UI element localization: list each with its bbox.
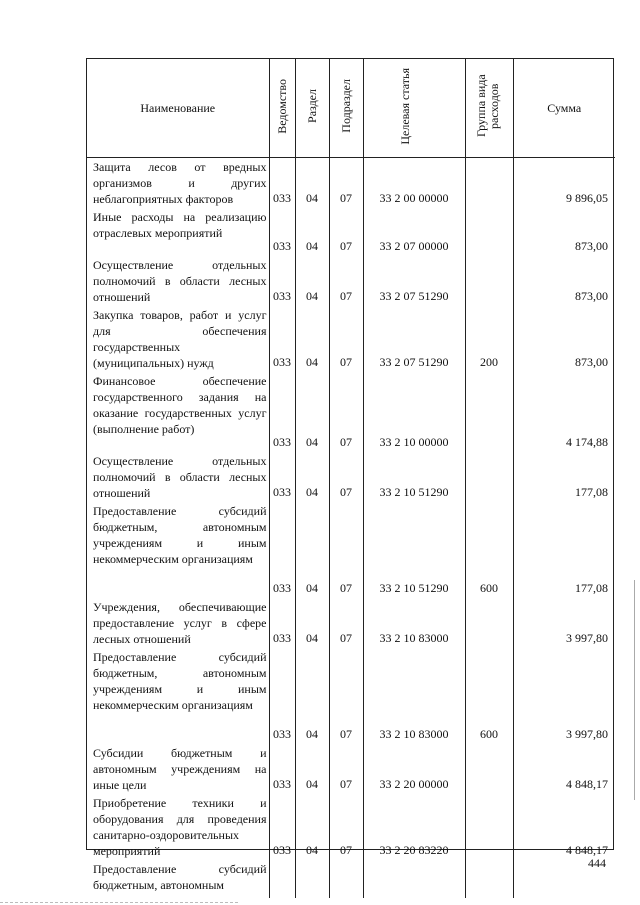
row-department — [269, 860, 295, 898]
row-amount: 873,00 — [513, 256, 615, 306]
row-amount: 3 997,80 — [513, 598, 615, 648]
row-subsection: 07 — [329, 452, 363, 502]
row-amount: 873,00 — [513, 306, 615, 372]
row-target-article: 33 2 07 00000 — [363, 208, 465, 256]
row-subsection: 07 — [329, 502, 363, 598]
row-department: 033 — [269, 208, 295, 256]
row-section: 04 — [295, 794, 329, 860]
row-target-article: 33 2 07 51290 — [363, 306, 465, 372]
row-expense-group: 600 — [465, 502, 513, 598]
row-name: Осуществление отдельных полномочий в области лесных отношений — [93, 258, 267, 304]
row-expense-group — [465, 860, 513, 898]
row-expense-group — [465, 794, 513, 860]
row-expense-group — [465, 208, 513, 256]
row-department: 033 — [269, 256, 295, 306]
row-section: 04 — [295, 598, 329, 648]
row-name: Предоставление субсидий бюджетным, автономным учреждениям и иным некоммерческим организациям — [93, 504, 267, 566]
table-row — [87, 306, 615, 372]
row-name: Учреждения, обеспечивающие предоставление услуг в сфере лесных отношений — [93, 600, 267, 646]
row-subsection: 07 — [329, 208, 363, 256]
row-department: 033 — [269, 158, 295, 209]
row-target-article — [363, 860, 465, 898]
page-number: 444 — [588, 856, 606, 870]
row-amount: 177,08 — [513, 502, 615, 598]
row-department: 033 — [269, 306, 295, 372]
row-expense-group — [465, 256, 513, 306]
row-target-article: 33 2 10 83000 — [363, 598, 465, 648]
table-row — [87, 208, 615, 256]
row-subsection: 07 — [329, 158, 363, 209]
row-target-article: 33 2 07 51290 — [363, 256, 465, 306]
bottom-scan-line — [0, 902, 238, 903]
row-target-article: 33 2 10 51290 — [363, 502, 465, 598]
row-expense-group — [465, 158, 513, 209]
row-expense-group: 600 — [465, 648, 513, 744]
table-row — [87, 648, 615, 744]
table-row — [87, 794, 615, 860]
row-name: Закупка товаров, работ и услуг для обеспечения государственных (муниципальных) нужд — [93, 308, 267, 370]
row-subsection: 07 — [329, 372, 363, 452]
header-name: Наименование — [87, 59, 269, 158]
row-expense-group — [465, 372, 513, 452]
row-amount: 177,08 — [513, 452, 615, 502]
row-name: Предоставление субсидий бюджетным, автономным — [93, 862, 267, 892]
header-target-article: Целевая статья — [363, 59, 465, 158]
row-section: 04 — [295, 648, 329, 744]
row-amount: 9 896,05 — [513, 158, 615, 209]
row-name: Иные расходы на реализацию отраслевых мероприятий — [93, 210, 267, 240]
row-target-article: 33 2 00 00000 — [363, 158, 465, 209]
row-name: Приобретение техники и оборудования для проведения санитарно-оздоровительных мероприятий — [93, 796, 267, 858]
row-section: 04 — [295, 208, 329, 256]
row-subsection — [329, 860, 363, 898]
row-amount: 4 848,17 — [513, 794, 615, 860]
row-expense-group: 200 — [465, 306, 513, 372]
table-row — [87, 452, 615, 502]
row-amount: 873,00 — [513, 208, 615, 256]
row-department: 033 — [269, 598, 295, 648]
row-target-article: 33 2 10 00000 — [363, 372, 465, 452]
row-target-article: 33 2 20 00000 — [363, 744, 465, 794]
row-expense-group — [465, 744, 513, 794]
row-subsection: 07 — [329, 648, 363, 744]
row-amount: 4 174,88 — [513, 372, 615, 452]
row-section: 04 — [295, 744, 329, 794]
row-amount: 4 848,17 — [513, 744, 615, 794]
table-row — [87, 502, 615, 598]
table-row — [87, 598, 615, 648]
header-department: Ведомство — [269, 59, 295, 158]
row-subsection: 07 — [329, 256, 363, 306]
header-subsection: Подраздел — [329, 59, 363, 158]
header-expense-group: Группа вида расходов — [465, 59, 513, 158]
header-amount: Сумма — [513, 59, 615, 158]
row-subsection: 07 — [329, 598, 363, 648]
table-row — [87, 860, 615, 898]
row-subsection: 07 — [329, 794, 363, 860]
table-header-row — [87, 59, 615, 158]
row-expense-group — [465, 598, 513, 648]
row-name: Субсидии бюджетным и автономным учреждениям на иные цели — [93, 746, 267, 792]
row-name: Финансовое обеспечение государственного задания на оказание государственных услуг (выполнение работ) — [93, 374, 267, 436]
row-expense-group — [465, 452, 513, 502]
header-section: Раздел — [295, 59, 329, 158]
right-margin-line — [634, 580, 635, 800]
row-name: Защита лесов от вредных организмов и других неблагоприятных факторов — [93, 160, 267, 206]
row-target-article: 33 2 10 83000 — [363, 648, 465, 744]
row-section: 04 — [295, 158, 329, 209]
row-department: 033 — [269, 648, 295, 744]
row-subsection: 07 — [329, 744, 363, 794]
row-subsection: 07 — [329, 306, 363, 372]
row-name: Предоставление субсидий бюджетным, автономным учреждениям и иным некоммерческим организациям — [93, 650, 267, 712]
row-target-article: 33 2 20 83220 — [363, 794, 465, 860]
row-section: 04 — [295, 502, 329, 598]
table-row — [87, 158, 615, 209]
row-department: 033 — [269, 452, 295, 502]
row-target-article: 33 2 10 51290 — [363, 452, 465, 502]
row-department: 033 — [269, 502, 295, 598]
table-row — [87, 744, 615, 794]
row-section — [295, 860, 329, 898]
row-amount: 3 997,80 — [513, 648, 615, 744]
row-section: 04 — [295, 372, 329, 452]
budget-table — [87, 59, 615, 898]
row-section: 04 — [295, 452, 329, 502]
row-name: Осуществление отдельных полномочий в области лесных отношений — [93, 454, 267, 500]
row-department: 033 — [269, 794, 295, 860]
row-section: 04 — [295, 256, 329, 306]
table-row — [87, 372, 615, 452]
row-department: 033 — [269, 372, 295, 452]
row-section: 04 — [295, 306, 329, 372]
table-row — [87, 256, 615, 306]
row-department: 033 — [269, 744, 295, 794]
